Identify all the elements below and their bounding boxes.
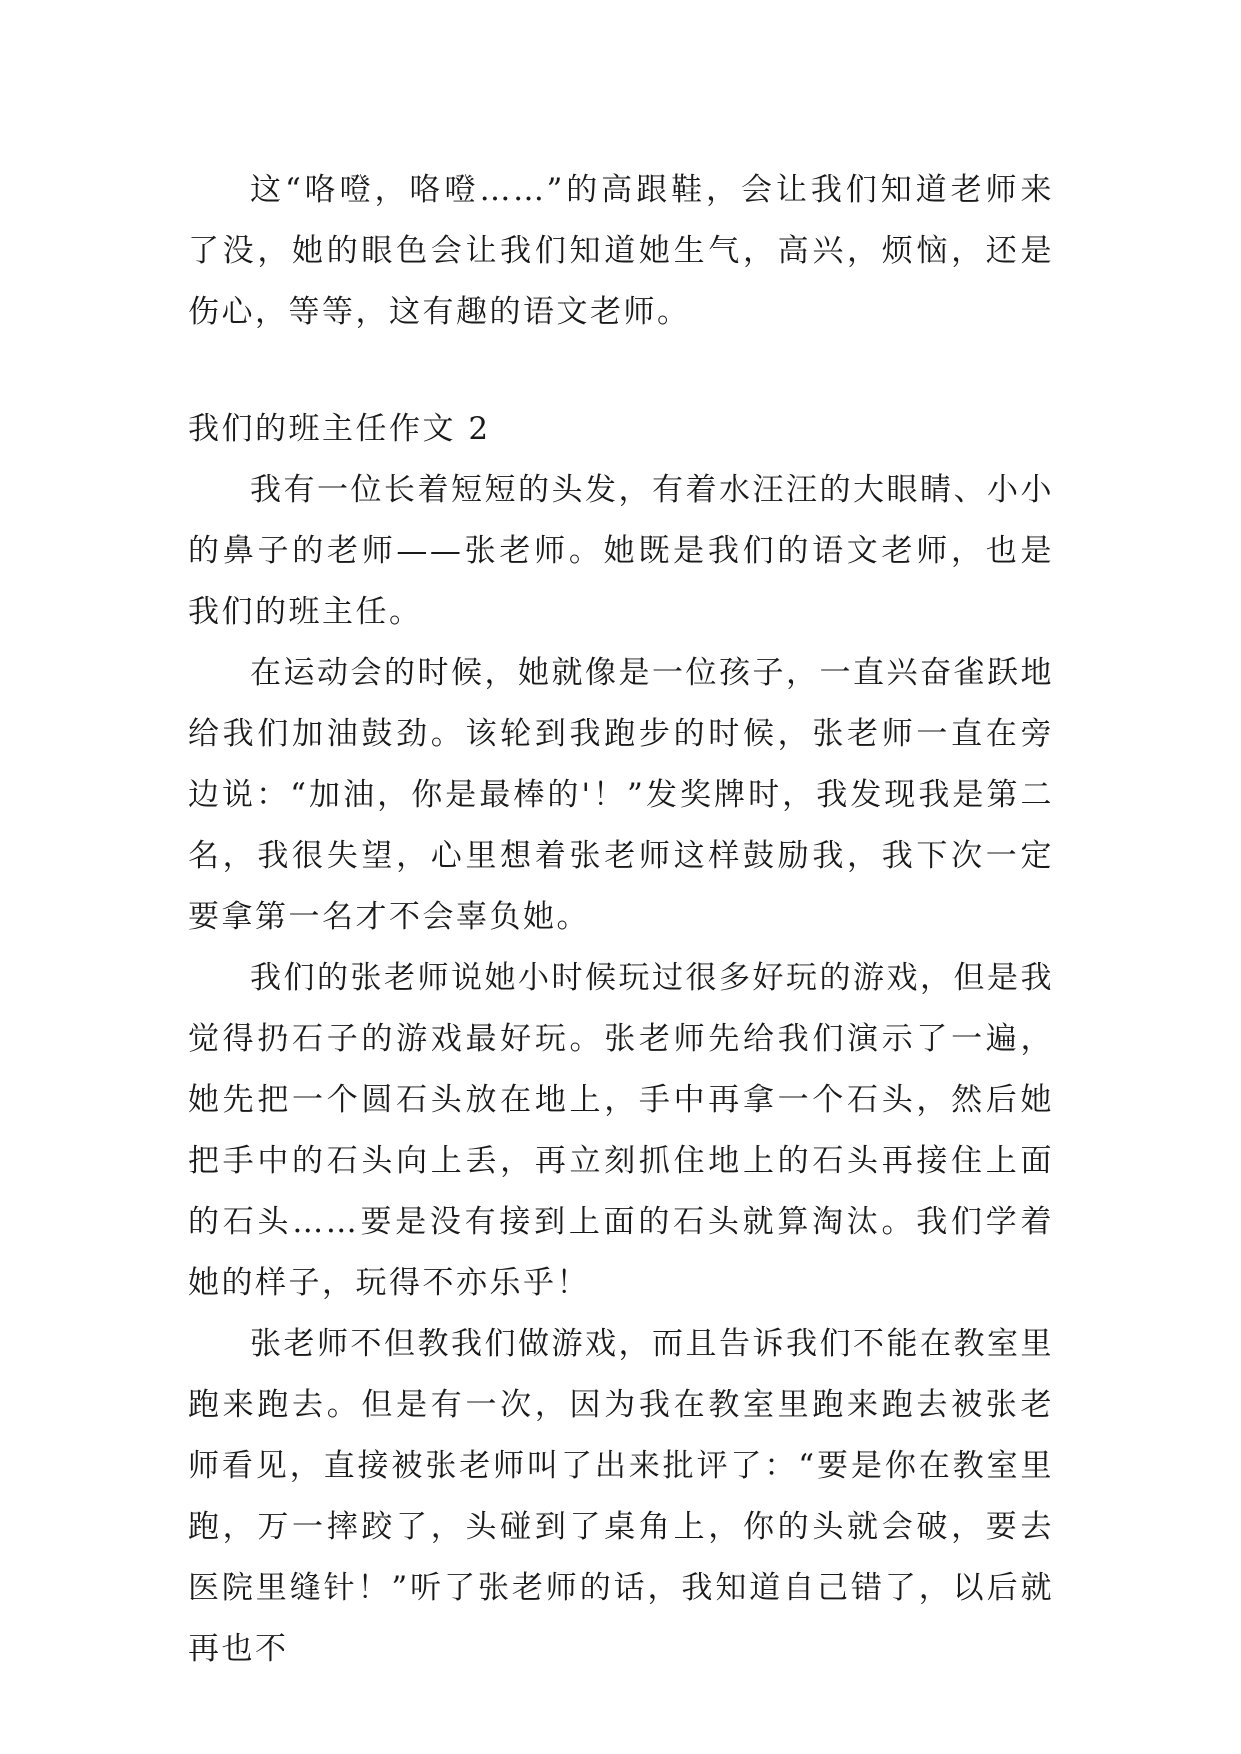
essay-heading: 我们的班主任作文 2 <box>188 411 491 447</box>
document-body <box>188 160 1054 1680</box>
paragraph: 这“咯噔，咯噔……”的高跟鞋，会让我们知道老师来了没，她的眼色会让我们知道她生气，高兴，烦恼，还是伤心，等等，这有趣的语文老师。 <box>188 172 1054 330</box>
paragraph: 在运动会的时候，她就像是一位孩子，一直兴奋雀跃地给我们加油鼓劲。该轮到我跑步的时候，张老师一直在旁边说：“加油，你是最棒的'！”发奖牌时，我发现我是第二名，我很失望，心里想着张老师这样鼓励我，我下次一定要拿第一名才不会辜负她。 <box>188 655 1054 935</box>
paragraph: 张老师不但教我们做游戏，而且告诉我们不能在教室里跑来跑去。但是有一次，因为我在教室里跑来跑去被张老师看见，直接被张老师叫了出来批评了：“要是你在教室里跑，万一摔跤了，头碰到了桌角上，你的头就会破，要去医院里缝针！”听了张老师的话，我知道自己错了，以后就再也不 <box>188 1326 1054 1667</box>
paragraph: 我们的张老师说她小时候玩过很多好玩的游戏，但是我觉得扔石子的游戏最好玩。张老师先给我们演示了一遍，她先把一个圆石头放在地上，手中再拿一个石头，然后她把手中的石头向上丢，再立刻抓住地上的石头再接住上面的石头……要是没有接到上面的石头就算淘汰。我们学着她的样子，玩得不亦乐乎！ <box>188 960 1054 1301</box>
paragraph: 我有一位长着短短的头发，有着水汪汪的大眼睛、小小的鼻子的老师——张老师。她既是我们的语文老师，也是我们的班主任。 <box>188 472 1054 630</box>
